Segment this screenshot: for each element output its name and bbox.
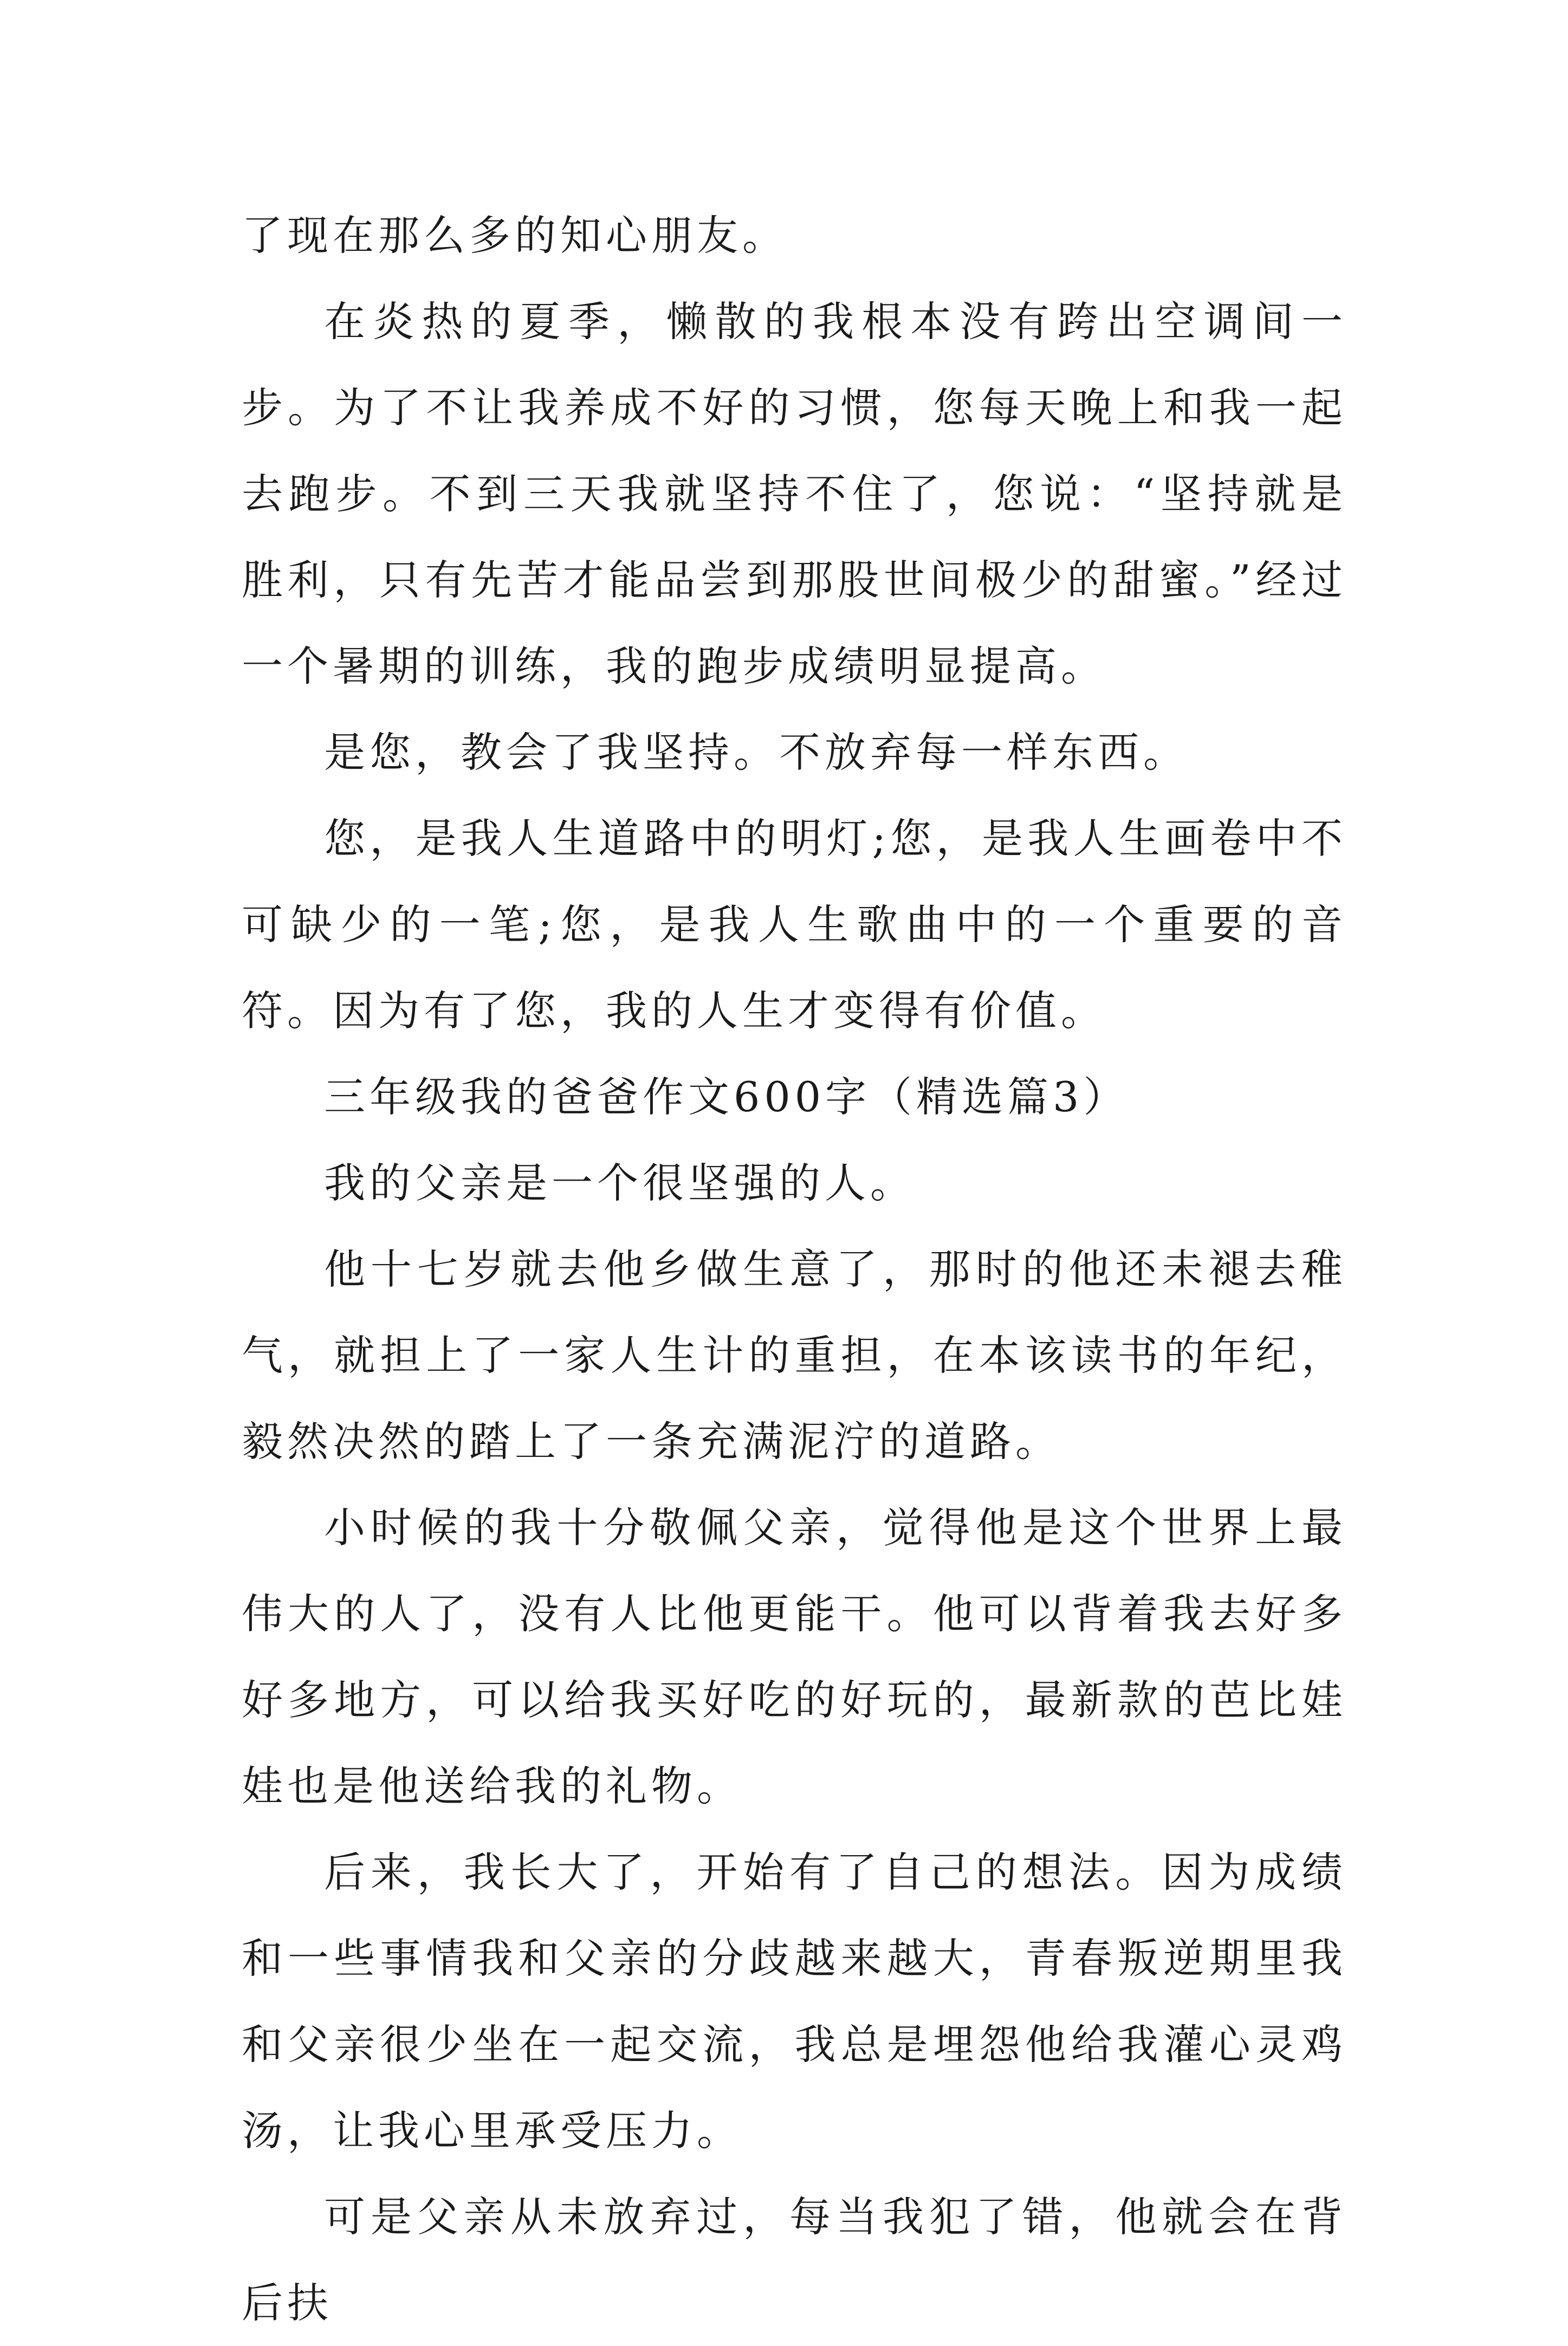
document-body bbox=[242, 192, 1347, 2346]
paragraph-7: 他十七岁就去他乡做生意了，那时的他还未褪去稚气，就担上了一家人生计的重担，在本该读书的年纪，毅然决然的踏上了一条充满泥泞的道路。 bbox=[242, 1245, 1347, 1466]
section-heading: 三年级我的爸爸作文600字（精选篇3） bbox=[324, 1073, 1129, 1121]
paragraph-8: 小时候的我十分敬佩父亲，觉得他是这个世界上最伟大的人了，没有人比他更能干。他可以背着我去好多好多地方，可以给我买好吃的好玩的，最新款的芭比娃娃也是他送给我的礼物。 bbox=[242, 1503, 1347, 1810]
paragraph-1: 了现在那么多的知心朋友。 bbox=[242, 211, 788, 260]
paragraph-3: 是您，教会了我坚持。不放弃每一样东西。 bbox=[324, 728, 1189, 776]
paragraph-4: 您，是我人生道路中的明灯;您，是我人生画卷中不可缺少的一笔;您，是我人生歌曲中的一个重要的音符。因为有了您，我的人生才变得有价值。 bbox=[242, 814, 1347, 1035]
paragraph-9: 后来，我长大了，开始有了自己的想法。因为成绩和一些事情我和父亲的分歧越来越大，青春叛逆期里我和父亲很少坐在一起交流，我总是埋怨他给我灌心灵鸡汤，让我心里承受压力。 bbox=[242, 1848, 1347, 2155]
paragraph-10: 可是父亲从未放弃过，每当我犯了错，他就会在背后扶 bbox=[242, 2193, 1347, 2327]
paragraph-6: 我的父亲是一个很坚强的人。 bbox=[324, 1159, 916, 1207]
paragraph-2: 在炎热的夏季，懒散的我根本没有跨出空调间一步。为了不让我养成不好的习惯，您每天晚上和我一起去跑步。不到三天我就坚持不住了，您说：“坚持就是胜利，只有先苦才能品尝到那股世间极少的甜蜜。”经过一个暑期的训练，我的跑步成绩明显提高。 bbox=[242, 297, 1347, 690]
